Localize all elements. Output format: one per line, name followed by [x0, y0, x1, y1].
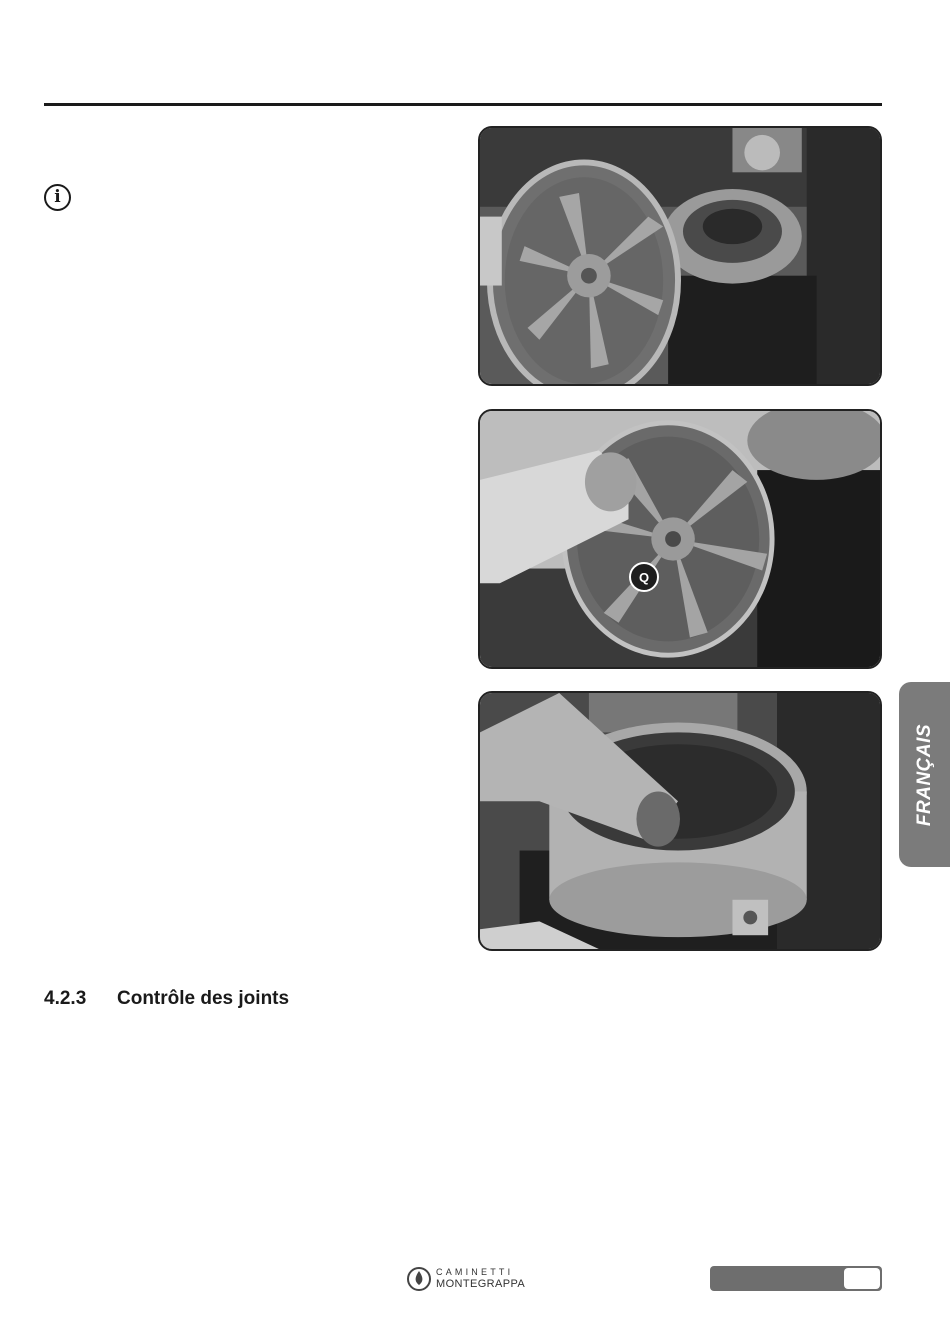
page-number-box	[844, 1268, 880, 1289]
language-tab-label: FRANÇAIS	[913, 723, 935, 826]
photo-fan-impeller-cleaning	[478, 409, 882, 669]
section-number: 4.2.3	[44, 988, 87, 1009]
section-heading	[44, 988, 289, 1010]
header-rule	[44, 103, 882, 106]
callout-q-label: Q	[629, 562, 659, 592]
photo-fan-impeller	[478, 126, 882, 386]
brand-logo-icon	[406, 1266, 432, 1292]
info-icon	[44, 184, 71, 211]
brand-name-line2: MONTEGRAPPA	[436, 1278, 526, 1290]
brand-name-line1: CAMINETTI	[436, 1267, 514, 1277]
page-number-bar	[710, 1266, 882, 1291]
language-tab	[899, 682, 950, 867]
photo-fan-housing-cleaning	[478, 691, 882, 951]
info-icon-glyph: i	[54, 187, 61, 207]
brand-logo	[406, 1264, 525, 1294]
section-title: Contrôle des joints	[117, 988, 290, 1009]
